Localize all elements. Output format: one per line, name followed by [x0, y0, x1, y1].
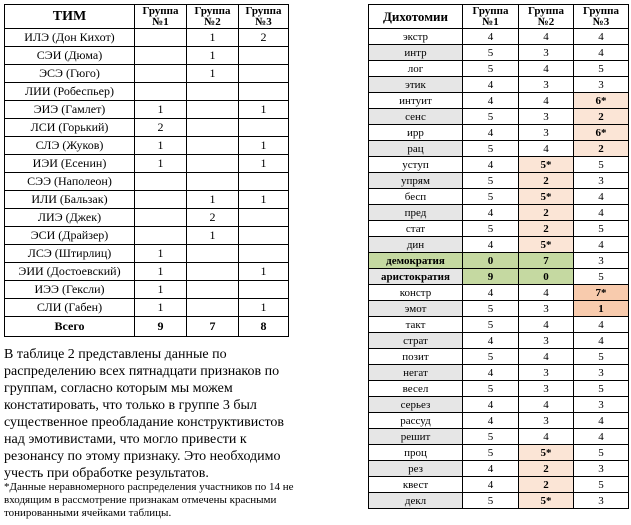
tim-group-1-cell: 1: [135, 155, 187, 173]
tim-name-cell: СЭЭ (Наполеон): [5, 173, 135, 191]
tim-row: [5, 209, 289, 227]
tim-row: [5, 83, 289, 101]
dichotomy-name-cell: пред: [369, 205, 463, 221]
dichotomy-group-1-cell: 5: [463, 349, 519, 365]
dich-header-name: Дихотомии: [369, 5, 463, 29]
dich-header-g2: Группа №2: [519, 5, 574, 29]
dichotomy-name-cell: декл: [369, 493, 463, 509]
dichotomy-group-1-cell: 4: [463, 157, 519, 173]
dichotomy-name-cell: бесп: [369, 189, 463, 205]
dichotomy-group-3-cell: 5: [574, 381, 629, 397]
dichotomy-group-2-cell: 5*: [519, 157, 574, 173]
dichotomy-row: [369, 189, 629, 205]
dichotomy-group-1-cell: 5: [463, 189, 519, 205]
dichotomy-group-2-cell: 3: [519, 125, 574, 141]
dichotomy-group-1-cell: 5: [463, 301, 519, 317]
dichotomy-group-3-cell: 3: [574, 173, 629, 189]
dichotomy-name-cell: квест: [369, 477, 463, 493]
dichotomy-row: [369, 221, 629, 237]
dichotomy-name-cell: весел: [369, 381, 463, 397]
tim-group-2-cell: [187, 155, 239, 173]
tim-total-row: [5, 317, 289, 337]
dichotomy-group-1-cell: 4: [463, 413, 519, 429]
tim-header-g1: Группа №1: [135, 5, 187, 29]
tim-table-body: [5, 29, 289, 337]
tim-group-3-cell: [239, 209, 289, 227]
dichotomy-group-2-cell: 4: [519, 317, 574, 333]
dichotomy-group-2-cell: 2: [519, 205, 574, 221]
dichotomy-group-1-cell: 4: [463, 461, 519, 477]
dichotomy-name-cell: позит: [369, 349, 463, 365]
dichotomy-name-cell: рассуд: [369, 413, 463, 429]
dichotomy-name-cell: лог: [369, 61, 463, 77]
dichotomy-row: [369, 205, 629, 221]
dichotomy-group-2-cell: 4: [519, 285, 574, 301]
dichotomy-group-1-cell: 4: [463, 285, 519, 301]
dichotomy-group-1-cell: 4: [463, 93, 519, 109]
dichotomy-group-2-cell: 4: [519, 141, 574, 157]
dichotomy-row: [369, 413, 629, 429]
dichotomy-group-1-cell: 9: [463, 269, 519, 285]
dichotomy-group-3-cell: 3: [574, 493, 629, 509]
dichotomy-group-3-cell: 5: [574, 445, 629, 461]
dichotomy-group-1-cell: 4: [463, 333, 519, 349]
dichotomy-group-2-cell: 7: [519, 253, 574, 269]
dichotomy-group-1-cell: 4: [463, 77, 519, 93]
dichotomy-group-2-cell: 2: [519, 477, 574, 493]
dichotomy-group-2-cell: 5*: [519, 493, 574, 509]
dichotomy-group-1-cell: 5: [463, 61, 519, 77]
dichotomy-group-3-cell: 4: [574, 29, 629, 45]
dichotomy-row: [369, 285, 629, 301]
dichotomy-group-3-cell: 5: [574, 477, 629, 493]
dichotomy-group-2-cell: 3: [519, 45, 574, 61]
dichotomy-row: [369, 333, 629, 349]
tim-group-1-cell: [135, 173, 187, 191]
dichotomy-group-1-cell: 5: [463, 141, 519, 157]
tim-table: [4, 4, 289, 337]
dich-header-g1: Группа №1: [463, 5, 519, 29]
dichotomy-row: [369, 173, 629, 189]
dichotomy-table: [368, 4, 629, 509]
dichotomy-group-2-cell: 3: [519, 77, 574, 93]
tim-group-2-cell: 1: [187, 65, 239, 83]
tim-group-3-cell: 1: [239, 101, 289, 119]
dichotomy-group-2-cell: 3: [519, 365, 574, 381]
tim-name-cell: СЭИ (Дюма): [5, 47, 135, 65]
dichotomy-group-1-cell: 4: [463, 125, 519, 141]
dichotomy-name-cell: уступ: [369, 157, 463, 173]
tim-group-1-cell: 1: [135, 137, 187, 155]
tim-total-g2: 7: [187, 317, 239, 337]
tim-row: [5, 299, 289, 317]
tim-group-3-cell: 1: [239, 263, 289, 281]
tim-row: [5, 191, 289, 209]
dichotomy-group-2-cell: 3: [519, 413, 574, 429]
tim-row: [5, 101, 289, 119]
tim-row: [5, 29, 289, 47]
tim-group-2-cell: [187, 101, 239, 119]
dichotomy-group-3-cell: 5: [574, 61, 629, 77]
tim-group-3-cell: 2: [239, 29, 289, 47]
tim-group-2-cell: 1: [187, 29, 239, 47]
tim-group-1-cell: 2: [135, 119, 187, 137]
tim-row: [5, 281, 289, 299]
dichotomy-group-2-cell: 5*: [519, 237, 574, 253]
tim-name-cell: ИЛИ (Бальзак): [5, 191, 135, 209]
dichotomy-group-2-cell: 5*: [519, 189, 574, 205]
tim-group-3-cell: [239, 245, 289, 263]
dichotomy-group-1-cell: 5: [463, 109, 519, 125]
tim-group-1-cell: [135, 47, 187, 65]
tim-row: [5, 263, 289, 281]
tim-group-3-cell: 1: [239, 137, 289, 155]
dichotomy-group-1-cell: 5: [463, 493, 519, 509]
tim-name-cell: ЭИЭ (Гамлет): [5, 101, 135, 119]
dichotomy-group-3-cell: 5: [574, 349, 629, 365]
tim-group-3-cell: [239, 227, 289, 245]
dichotomy-row: [369, 301, 629, 317]
dichotomy-group-2-cell: 4: [519, 397, 574, 413]
tim-name-cell: ИЭЭ (Гексли): [5, 281, 135, 299]
tim-name-cell: ИЛЭ (Дон Кихот): [5, 29, 135, 47]
tim-name-cell: ЭИИ (Достоевский): [5, 263, 135, 281]
tim-row: [5, 155, 289, 173]
dichotomy-row: [369, 269, 629, 285]
dichotomy-name-cell: демократия: [369, 253, 463, 269]
tim-group-2-cell: [187, 281, 239, 299]
tim-row: [5, 245, 289, 263]
tim-group-3-cell: 1: [239, 155, 289, 173]
dichotomy-group-3-cell: 2: [574, 141, 629, 157]
dichotomy-name-cell: такт: [369, 317, 463, 333]
tim-header-g3: Группа №3: [239, 5, 289, 29]
tim-group-3-cell: [239, 119, 289, 137]
tim-group-2-cell: [187, 83, 239, 101]
dichotomy-group-2-cell: 2: [519, 221, 574, 237]
dichotomy-group-1-cell: 4: [463, 397, 519, 413]
tim-group-2-cell: [187, 263, 239, 281]
tim-name-cell: ЛИИ (Робеспьер): [5, 83, 135, 101]
tim-group-1-cell: [135, 209, 187, 227]
dichotomy-group-1-cell: 5: [463, 221, 519, 237]
dichotomy-name-cell: эмот: [369, 301, 463, 317]
tim-header-name: ТИМ: [5, 5, 135, 29]
dichotomy-group-3-cell: 3: [574, 397, 629, 413]
dichotomy-row: [369, 45, 629, 61]
dich-header-g3: Группа №3: [574, 5, 629, 29]
dichotomy-group-2-cell: 4: [519, 93, 574, 109]
tim-group-3-cell: [239, 83, 289, 101]
tim-group-1-cell: [135, 65, 187, 83]
dichotomy-group-3-cell: 5: [574, 157, 629, 173]
tim-row: [5, 47, 289, 65]
dichotomy-name-cell: упрям: [369, 173, 463, 189]
dichotomy-row: [369, 317, 629, 333]
tim-group-3-cell: [239, 281, 289, 299]
dichotomy-group-2-cell: 3: [519, 381, 574, 397]
dichotomy-group-3-cell: 3: [574, 461, 629, 477]
dichotomy-row: [369, 461, 629, 477]
dichotomy-group-3-cell: 4: [574, 45, 629, 61]
dichotomy-row: [369, 109, 629, 125]
tim-group-3-cell: 1: [239, 191, 289, 209]
tim-row: [5, 65, 289, 83]
dichotomy-row: [369, 445, 629, 461]
tim-group-1-cell: 1: [135, 263, 187, 281]
dichotomy-row: [369, 397, 629, 413]
tim-name-cell: ЛИЭ (Джек): [5, 209, 135, 227]
dichotomy-group-3-cell: 3: [574, 365, 629, 381]
dichotomy-row: [369, 477, 629, 493]
dichotomy-group-1-cell: 5: [463, 429, 519, 445]
dichotomy-row: [369, 429, 629, 445]
dichotomy-group-3-cell: 1: [574, 301, 629, 317]
dichotomy-group-1-cell: 5: [463, 45, 519, 61]
dichotomy-group-3-cell: 4: [574, 413, 629, 429]
tim-group-2-cell: 2: [187, 209, 239, 227]
tim-group-2-cell: 1: [187, 191, 239, 209]
tim-header-g2: Группа №2: [187, 5, 239, 29]
dichotomy-name-cell: решит: [369, 429, 463, 445]
dichotomy-group-1-cell: 4: [463, 477, 519, 493]
tim-group-2-cell: [187, 245, 239, 263]
tim-row: [5, 119, 289, 137]
dichotomy-row: [369, 157, 629, 173]
dichotomy-name-cell: экстр: [369, 29, 463, 45]
dichotomy-group-1-cell: 4: [463, 29, 519, 45]
dichotomy-group-2-cell: 3: [519, 333, 574, 349]
dichotomy-group-3-cell: 6*: [574, 93, 629, 109]
dichotomy-group-1-cell: 4: [463, 205, 519, 221]
dichotomy-row: [369, 77, 629, 93]
tim-group-1-cell: 1: [135, 299, 187, 317]
dichotomy-name-cell: ирр: [369, 125, 463, 141]
tim-name-cell: СЛИ (Габен): [5, 299, 135, 317]
dichotomy-group-3-cell: 4: [574, 189, 629, 205]
tim-header-row: [5, 5, 289, 29]
tim-group-3-cell: [239, 173, 289, 191]
dichotomy-group-1-cell: 0: [463, 253, 519, 269]
dichotomy-group-2-cell: 2: [519, 173, 574, 189]
dichotomy-group-2-cell: 0: [519, 269, 574, 285]
dichotomy-name-cell: сенс: [369, 109, 463, 125]
dichotomy-group-3-cell: 4: [574, 429, 629, 445]
dichotomy-group-2-cell: 3: [519, 301, 574, 317]
dichotomy-group-3-cell: 3: [574, 77, 629, 93]
dichotomy-group-2-cell: 4: [519, 349, 574, 365]
dichotomy-group-2-cell: 4: [519, 429, 574, 445]
tim-name-cell: ИЭИ (Есенин): [5, 155, 135, 173]
dichotomy-row: [369, 381, 629, 397]
dichotomy-group-1-cell: 4: [463, 237, 519, 253]
tim-group-1-cell: [135, 191, 187, 209]
dichotomy-name-cell: дин: [369, 237, 463, 253]
tim-name-cell: ЛСЭ (Штирлиц): [5, 245, 135, 263]
tim-group-1-cell: [135, 29, 187, 47]
dichotomy-group-3-cell: 4: [574, 237, 629, 253]
dichotomy-name-cell: рац: [369, 141, 463, 157]
dich-header-row: [369, 5, 629, 29]
dichotomy-name-cell: аристократия: [369, 269, 463, 285]
dichotomy-row: [369, 61, 629, 77]
dichotomy-name-cell: констр: [369, 285, 463, 301]
tim-group-1-cell: [135, 227, 187, 245]
dichotomy-name-cell: страт: [369, 333, 463, 349]
footnote: *Данные неравномерного распределения участников по 14 не входящим в рассмотрение признакам отмечены красными тонированными ячейками таблицы.: [4, 481, 294, 519]
dichotomy-row: [369, 493, 629, 509]
dichotomy-group-3-cell: 6*: [574, 125, 629, 141]
tim-group-1-cell: 1: [135, 245, 187, 263]
dichotomy-group-2-cell: 4: [519, 61, 574, 77]
dichotomy-row: [369, 349, 629, 365]
dichotomy-name-cell: этик: [369, 77, 463, 93]
tim-group-2-cell: [187, 173, 239, 191]
dichotomy-name-cell: интр: [369, 45, 463, 61]
dichotomy-group-2-cell: 5*: [519, 445, 574, 461]
dichotomy-name-cell: проц: [369, 445, 463, 461]
tim-name-cell: ЛСИ (Горький): [5, 119, 135, 137]
dichotomy-name-cell: интуит: [369, 93, 463, 109]
dichotomy-name-cell: рез: [369, 461, 463, 477]
dichotomy-group-3-cell: 5: [574, 269, 629, 285]
tim-group-3-cell: [239, 47, 289, 65]
dichotomy-row: [369, 29, 629, 45]
tim-group-3-cell: [239, 65, 289, 83]
dichotomy-group-1-cell: 4: [463, 365, 519, 381]
tim-total-g1: 9: [135, 317, 187, 337]
tim-group-2-cell: [187, 119, 239, 137]
dichotomy-row: [369, 253, 629, 269]
dichotomy-row: [369, 125, 629, 141]
tim-group-1-cell: 1: [135, 101, 187, 119]
dichotomy-name-cell: серьез: [369, 397, 463, 413]
dichotomy-row: [369, 93, 629, 109]
dichotomy-group-2-cell: 3: [519, 109, 574, 125]
dichotomy-group-3-cell: 2: [574, 109, 629, 125]
body-paragraph: В таблице 2 представлены данные по распределению всех пятнадцати признаков по группам, согласно которым мы можем констатировать, что только в группе 3 был существенное преобладание конструктивистов над эмотивистами, что могло привести к резонансу по этому признаку. Это необходимо учесть при обработке результатов.: [4, 347, 285, 481]
tim-row: [5, 227, 289, 245]
tim-row: [5, 137, 289, 155]
tim-group-1-cell: [135, 83, 187, 101]
tim-group-2-cell: 1: [187, 47, 239, 65]
dichotomy-group-2-cell: 4: [519, 29, 574, 45]
dichotomy-group-1-cell: 5: [463, 381, 519, 397]
dichotomy-row: [369, 237, 629, 253]
dichotomy-group-1-cell: 5: [463, 445, 519, 461]
tim-group-2-cell: [187, 299, 239, 317]
dichotomy-group-2-cell: 2: [519, 461, 574, 477]
dichotomy-group-1-cell: 5: [463, 173, 519, 189]
dichotomy-group-3-cell: 3: [574, 253, 629, 269]
dichotomy-table-body: [369, 29, 629, 509]
dichotomy-group-3-cell: 4: [574, 317, 629, 333]
dichotomy-name-cell: стат: [369, 221, 463, 237]
tim-row: [5, 173, 289, 191]
dichotomy-group-3-cell: 4: [574, 205, 629, 221]
tim-group-2-cell: [187, 137, 239, 155]
tim-name-cell: ЭСЭ (Гюго): [5, 65, 135, 83]
tim-group-3-cell: 1: [239, 299, 289, 317]
tim-name-cell: СЛЭ (Жуков): [5, 137, 135, 155]
dichotomy-group-3-cell: 7*: [574, 285, 629, 301]
tim-name-cell: ЭСИ (Драйзер): [5, 227, 135, 245]
tim-total-g3: 8: [239, 317, 289, 337]
dichotomy-group-1-cell: 5: [463, 317, 519, 333]
dichotomy-row: [369, 141, 629, 157]
tim-total-label: Всего: [5, 317, 135, 337]
tim-group-1-cell: 1: [135, 281, 187, 299]
tim-group-2-cell: 1: [187, 227, 239, 245]
dichotomy-group-3-cell: 5: [574, 221, 629, 237]
dichotomy-row: [369, 365, 629, 381]
dichotomy-name-cell: негат: [369, 365, 463, 381]
dichotomy-group-3-cell: 4: [574, 333, 629, 349]
